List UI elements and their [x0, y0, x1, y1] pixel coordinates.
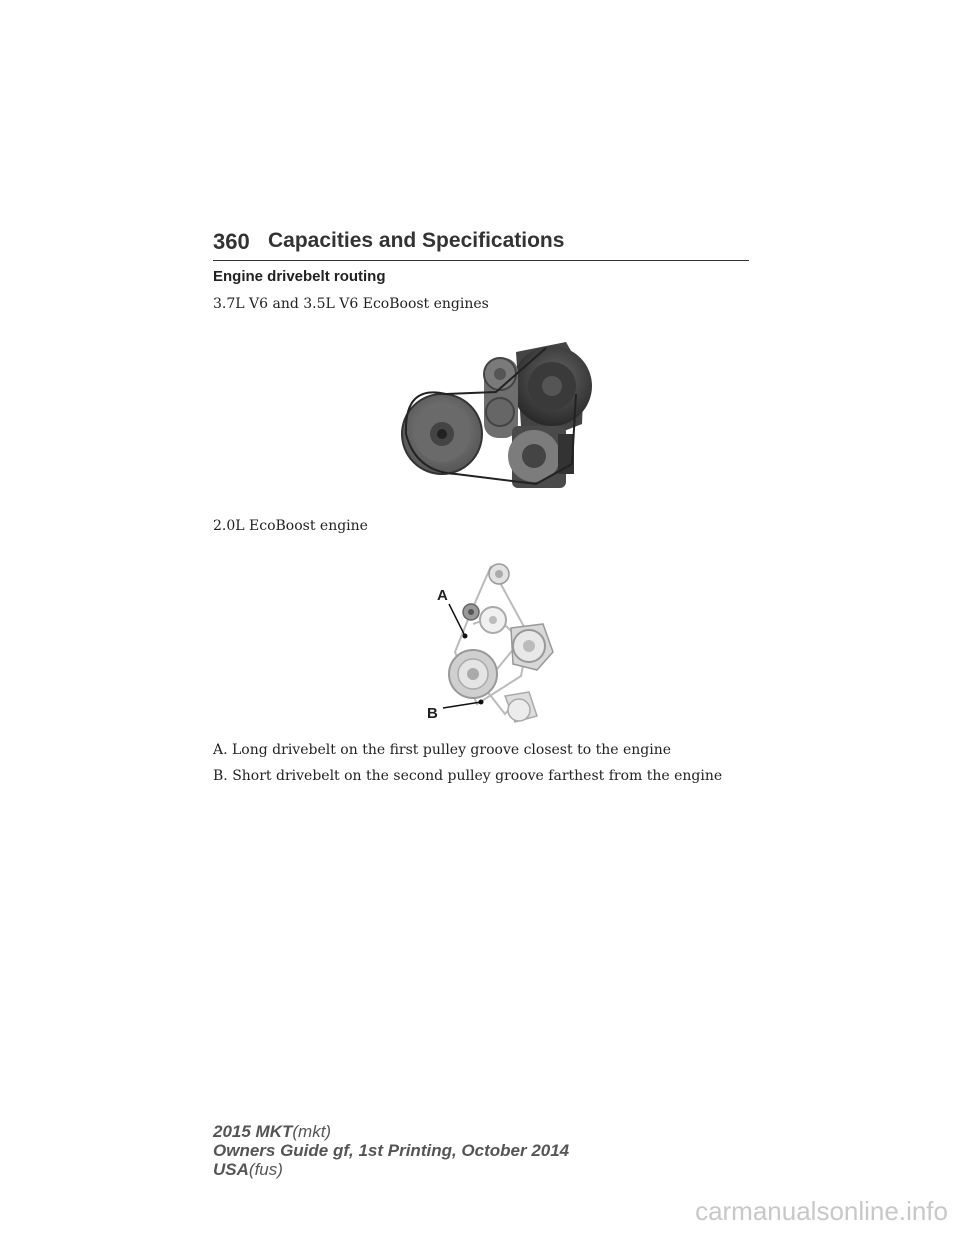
legend-item-b: B. Short drivebelt on the second pulley groove farthest from the engine	[213, 768, 723, 784]
drivebelt-figure-v6	[396, 334, 596, 494]
footer-line-1	[213, 1122, 569, 1141]
footer-line-2: Owners Guide gf, 1st Printing, October 2014	[213, 1141, 570, 1160]
figure1-caption: 3.7L V6 and 3.5L V6 EcoBoost engines	[213, 296, 489, 312]
callout-b: B	[427, 705, 438, 722]
footer-market: USA	[213, 1160, 249, 1179]
section-title: Capacities and Specifications	[268, 229, 565, 252]
drivebelt-figure-ecoboost	[425, 556, 565, 726]
watermark: carmanualsonline.info	[695, 1196, 948, 1226]
figure2-caption: 2.0L EcoBoost engine	[213, 518, 368, 534]
footer-model: 2015 MKT	[213, 1122, 293, 1141]
page-number: 360	[213, 229, 250, 254]
footer-market-code: (fus)	[248, 1160, 283, 1179]
page-footer	[213, 1122, 569, 1179]
legend-item-a: A. Long drivebelt on the first pulley groove closest to the engine	[213, 742, 671, 758]
subheading: Engine drivebelt routing	[213, 268, 386, 285]
page-header	[213, 226, 749, 261]
footer-model-code: (mkt)	[292, 1122, 332, 1141]
callout-a: A	[437, 587, 448, 604]
